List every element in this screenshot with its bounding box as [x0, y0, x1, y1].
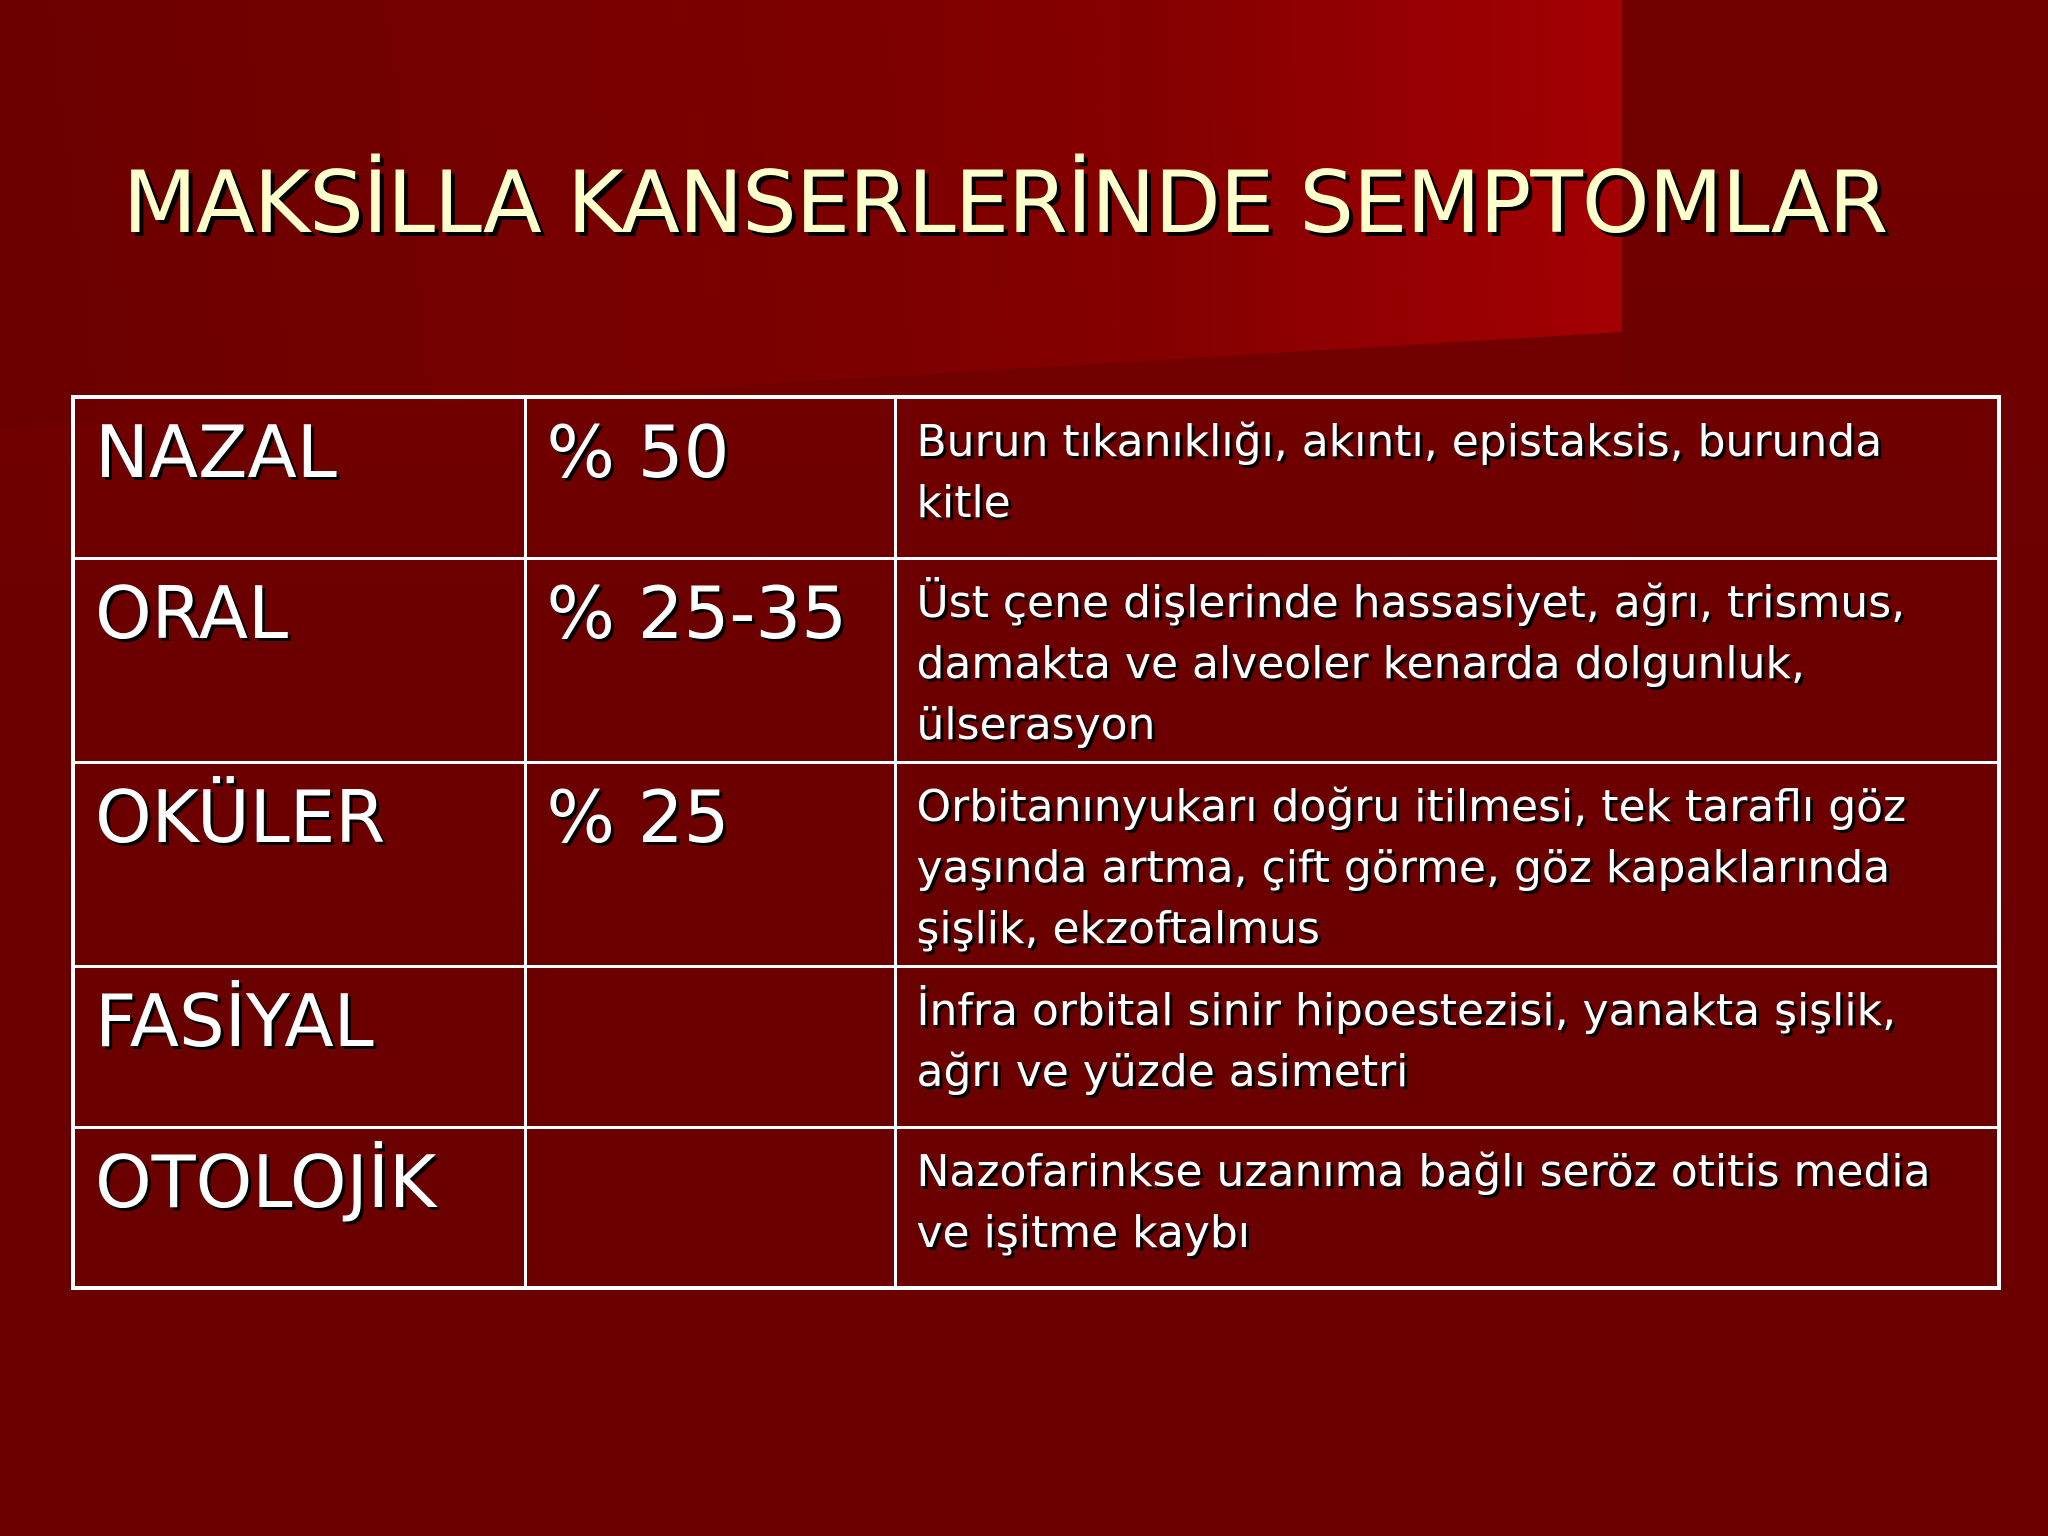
rate-cell	[525, 1127, 895, 1288]
rate-cell: % 25-35	[525, 558, 895, 762]
system-cell: OTOLOJİK	[73, 1127, 525, 1288]
slide-title: MAKSİLLA KANSERLERİNDE SEMPTOMLAR	[122, 153, 1888, 253]
rate-cell: % 50	[525, 397, 895, 558]
system-cell: ORAL	[73, 558, 525, 762]
symptoms-cell: Burun tıkanıklığı, akıntı, epistaksis, burunda kitle	[895, 397, 1999, 558]
symptoms-cell: Nazofarinkse uzanıma bağlı seröz otitis media ve işitme kaybı	[895, 1127, 1999, 1288]
system-cell: NAZAL	[73, 397, 525, 558]
system-cell: OKÜLER	[73, 762, 525, 966]
table-row	[73, 397, 1999, 558]
rate-cell: % 25	[525, 762, 895, 966]
table-row	[73, 966, 1999, 1127]
symptoms-cell: İnfra orbital sinir hipoestezisi, yanakta şişlik, ağrı ve yüzde asimetri	[895, 966, 1999, 1127]
symptoms-cell: Üst çene dişlerinde hassasiyet, ağrı, trismus, damakta ve alveoler kenarda dolgunluk, ülserasyon	[895, 558, 1999, 762]
table-row	[73, 1127, 1999, 1288]
symptoms-table	[71, 395, 2001, 1290]
table-row	[73, 762, 1999, 966]
rate-cell	[525, 966, 895, 1127]
table-row	[73, 558, 1999, 762]
symptoms-cell: Orbitanınyukarı doğru itilmesi, tek taraflı göz yaşında artma, çift görme, göz kapaklarında şişlik, ekzoftalmus	[895, 762, 1999, 966]
system-cell: FASİYAL	[73, 966, 525, 1127]
